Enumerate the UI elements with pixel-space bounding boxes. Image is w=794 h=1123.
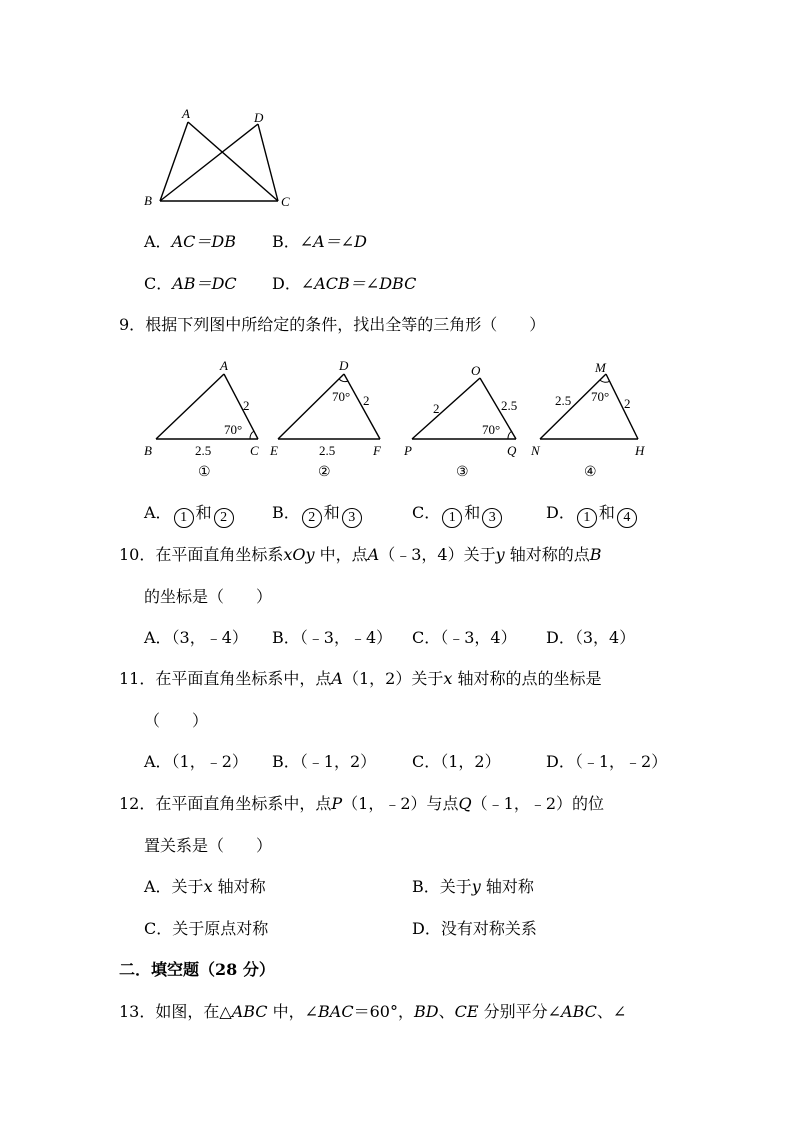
q10-option-a[interactable]: A．（3，﹣4） <box>144 628 248 647</box>
q8-segment-DC <box>258 124 278 201</box>
q10-target: B <box>589 545 602 564</box>
q9-f2-side-label: 2 <box>363 393 370 408</box>
q8-option-d-letter: D． <box>272 274 301 293</box>
q13-segment-bd: BD <box>413 1002 439 1021</box>
q12-option-b-var: y <box>471 877 481 896</box>
q11-stem-line2: （ ） <box>144 711 209 730</box>
q9-f4-side-MH <box>606 374 638 439</box>
q13-triangle: ABC <box>231 1002 268 1021</box>
q9-f1-side-AB <box>156 374 224 439</box>
q12-stem <box>119 793 604 815</box>
q10-stem-part: 轴对称的点 <box>504 545 590 564</box>
q9-f4-side-label-left: 2.5 <box>555 393 572 408</box>
q9-option-d[interactable] <box>546 502 639 528</box>
q12-option-b-pre: B．关于 <box>412 877 472 896</box>
q9-option-c-first: 1 <box>442 508 462 528</box>
q13-angle-abc: ABC <box>561 1002 597 1021</box>
q9-option-c-conj: 和 <box>464 503 481 522</box>
q9-f3-side-label-left: 2 <box>433 401 440 416</box>
q12-stem-part: 在平面直角坐标系中，点 <box>155 794 332 813</box>
q9-option-d-first: 1 <box>577 508 597 528</box>
q9-option-a-second: 2 <box>214 508 234 528</box>
q9-f4-angle-label: 70° <box>591 389 610 404</box>
q11-axis: x <box>443 669 453 688</box>
q9-option-a[interactable] <box>144 502 236 528</box>
q10-stem-part: 在平面直角坐标系 <box>155 545 284 564</box>
q9-f1-index: ① <box>198 465 211 480</box>
q9-f1-base-label: 2.5 <box>195 443 212 458</box>
q9-option-b-letter: B． <box>272 503 300 522</box>
q9-f1-angle-label: 70° <box>224 422 243 437</box>
q9-f2-label-D: D <box>339 358 349 373</box>
q9-f4-index: ④ <box>584 465 597 480</box>
q9-option-d-second: 4 <box>617 508 637 528</box>
q10-var: xOy <box>283 545 315 564</box>
q12-point-p: P <box>331 794 343 813</box>
q9-stem-text: 根据下列图中所给定的条件，找出全等的三角形（ ） <box>145 315 546 334</box>
q8-option-b[interactable] <box>272 231 367 253</box>
q12-stem-line2: 置关系是（ ） <box>144 836 273 855</box>
q8-option-c-text: AB＝DC <box>172 274 237 293</box>
q10-stem <box>119 544 602 566</box>
q9-f4-label-N: N <box>531 443 540 458</box>
q8-option-b-letter: B． <box>272 232 300 251</box>
section-title-fill-in: 二．填空题（28 分） <box>119 960 275 979</box>
q10-option-c[interactable]: C．（﹣3，4） <box>412 628 517 647</box>
q12-option-b[interactable] <box>412 876 534 898</box>
q8-label-B: B <box>144 193 152 208</box>
q9-option-b-first: 2 <box>302 508 322 528</box>
q9-f2-label-F: F <box>373 443 381 458</box>
q12-option-d[interactable]: D．没有对称关系 <box>412 919 537 938</box>
q9-figure-1 <box>138 358 268 483</box>
q10-axis: y <box>495 545 505 564</box>
q9-option-d-conj: 和 <box>598 503 615 522</box>
q13-number: 13． <box>119 1002 156 1021</box>
q11-option-b[interactable]: B．（﹣1，2） <box>272 752 377 771</box>
q9-f1-label-C: C <box>250 443 259 458</box>
q13-angle-bac: BAC <box>318 1002 354 1021</box>
q11-point: A <box>331 669 343 688</box>
q9-option-c-second: 3 <box>482 508 502 528</box>
q9-f2-angle-label: 70° <box>332 389 351 404</box>
q9-f3-label-P: P <box>404 443 412 458</box>
q9-figure-3 <box>400 358 530 483</box>
q11-option-a[interactable]: A．（1，﹣2） <box>144 752 248 771</box>
q9-f4-label-M: M <box>595 360 606 375</box>
q9-f1-label-B: B <box>144 443 152 458</box>
q12-option-a-pre: A．关于 <box>144 877 204 896</box>
q12-option-a-var: x <box>203 877 213 896</box>
q8-option-b-text: ∠A＝∠D <box>299 232 367 251</box>
q9-option-b-conj: 和 <box>323 503 340 522</box>
q9-f4-side-MN <box>540 374 606 439</box>
q8-label-D: D <box>254 110 264 125</box>
q9-figure-2 <box>266 358 396 483</box>
q9-f2-label-E: E <box>270 443 278 458</box>
q9-option-a-letter: A． <box>144 503 172 522</box>
q10-stem-part: （﹣3，4）关于 <box>379 545 496 564</box>
q9-option-d-letter: D． <box>546 503 575 522</box>
q8-option-d[interactable] <box>272 273 416 295</box>
q13-stem-part: 中，∠ <box>267 1002 319 1021</box>
q13-separator: 、 <box>438 1002 455 1021</box>
q11-stem-part: 轴对称的点的坐标是 <box>452 669 602 688</box>
q9-option-b-second: 3 <box>342 508 362 528</box>
q11-stem-part: （1，2）关于 <box>342 669 444 688</box>
q11-stem <box>119 668 601 690</box>
q12-point-q: Q <box>458 794 472 813</box>
q8-figure <box>138 100 308 215</box>
q12-number: 12． <box>119 794 156 813</box>
q9-f3-index: ③ <box>456 465 469 480</box>
q8-option-c-letter: C． <box>144 274 173 293</box>
q8-option-a-text: AC＝DB <box>171 232 236 251</box>
q9-f2-side-DF <box>344 374 380 439</box>
q11-option-c[interactable]: C．（1，2） <box>412 752 501 771</box>
q9-f2-side-DE <box>278 374 344 439</box>
q9-f3-side-label-right: 2.5 <box>501 398 518 413</box>
q12-option-b-post: 轴对称 <box>480 877 534 896</box>
q8-option-c[interactable] <box>144 273 237 295</box>
q8-label-C: C <box>281 194 290 209</box>
q12-stem-part: （1，﹣2）与点 <box>342 794 459 813</box>
q13-segment-ce: CE <box>454 1002 479 1021</box>
q8-segment-AC <box>188 122 278 201</box>
q9-f4-label-H: H <box>635 443 645 458</box>
q9-option-c[interactable] <box>412 502 504 528</box>
q10-stem-line2: 的坐标是（ ） <box>144 587 273 606</box>
q10-stem-part: 中，点 <box>314 545 368 564</box>
q12-option-c[interactable]: C．关于原点对称 <box>144 919 269 938</box>
q9-f4-side-label-right: 2 <box>624 396 631 411</box>
q9-number: 9． <box>119 315 146 334</box>
q12-stem-part: （﹣1，﹣2）的位 <box>471 794 605 813</box>
q10-point: A <box>367 545 380 564</box>
q13-stem-part: 如图，在△ <box>155 1002 232 1021</box>
q11-number: 11． <box>119 669 156 688</box>
q11-stem-part: 在平面直角坐标系中，点 <box>155 669 332 688</box>
q10-number: 10． <box>119 545 156 564</box>
q9-option-a-conj: 和 <box>195 503 212 522</box>
q9-figure-4 <box>528 358 658 483</box>
q9-stem <box>119 314 545 336</box>
q9-option-a-first: 1 <box>174 508 194 528</box>
q8-option-a[interactable] <box>144 231 236 253</box>
q13-stem <box>119 1001 626 1023</box>
q12-option-a-post: 轴对称 <box>212 877 266 896</box>
q9-option-b[interactable] <box>272 502 364 528</box>
q9-f1-angle-arc <box>250 431 254 439</box>
q8-segment-DB <box>160 124 258 201</box>
q9-option-c-letter: C． <box>412 503 441 522</box>
q8-option-d-text: ∠ACB＝∠DBC <box>300 274 417 293</box>
q9-f3-side-OP <box>412 378 480 439</box>
q9-f3-angle-label: 70° <box>482 422 501 437</box>
q11-option-d[interactable]: D．（﹣1，﹣2） <box>546 752 668 771</box>
q9-f3-label-Q: Q <box>507 443 517 458</box>
q10-option-d[interactable]: D．（3，4） <box>546 628 636 647</box>
q13-stem-part: 分别平分∠ <box>478 1002 562 1021</box>
q8-option-a-letter: A． <box>144 232 172 251</box>
q10-option-b[interactable]: B．（﹣3，﹣4） <box>272 628 393 647</box>
q8-label-A: A <box>182 106 190 121</box>
q9-f2-base-label: 2.5 <box>319 443 336 458</box>
q9-f1-side-label: 2 <box>243 398 250 413</box>
q9-f2-index: ② <box>318 465 331 480</box>
q12-option-a[interactable] <box>144 876 266 898</box>
q9-f1-label-A: A <box>220 358 228 373</box>
q13-stem-part: ＝60°， <box>353 1002 414 1021</box>
q13-stem-part: 、∠ <box>596 1002 627 1021</box>
q9-f3-label-O: O <box>471 363 481 378</box>
